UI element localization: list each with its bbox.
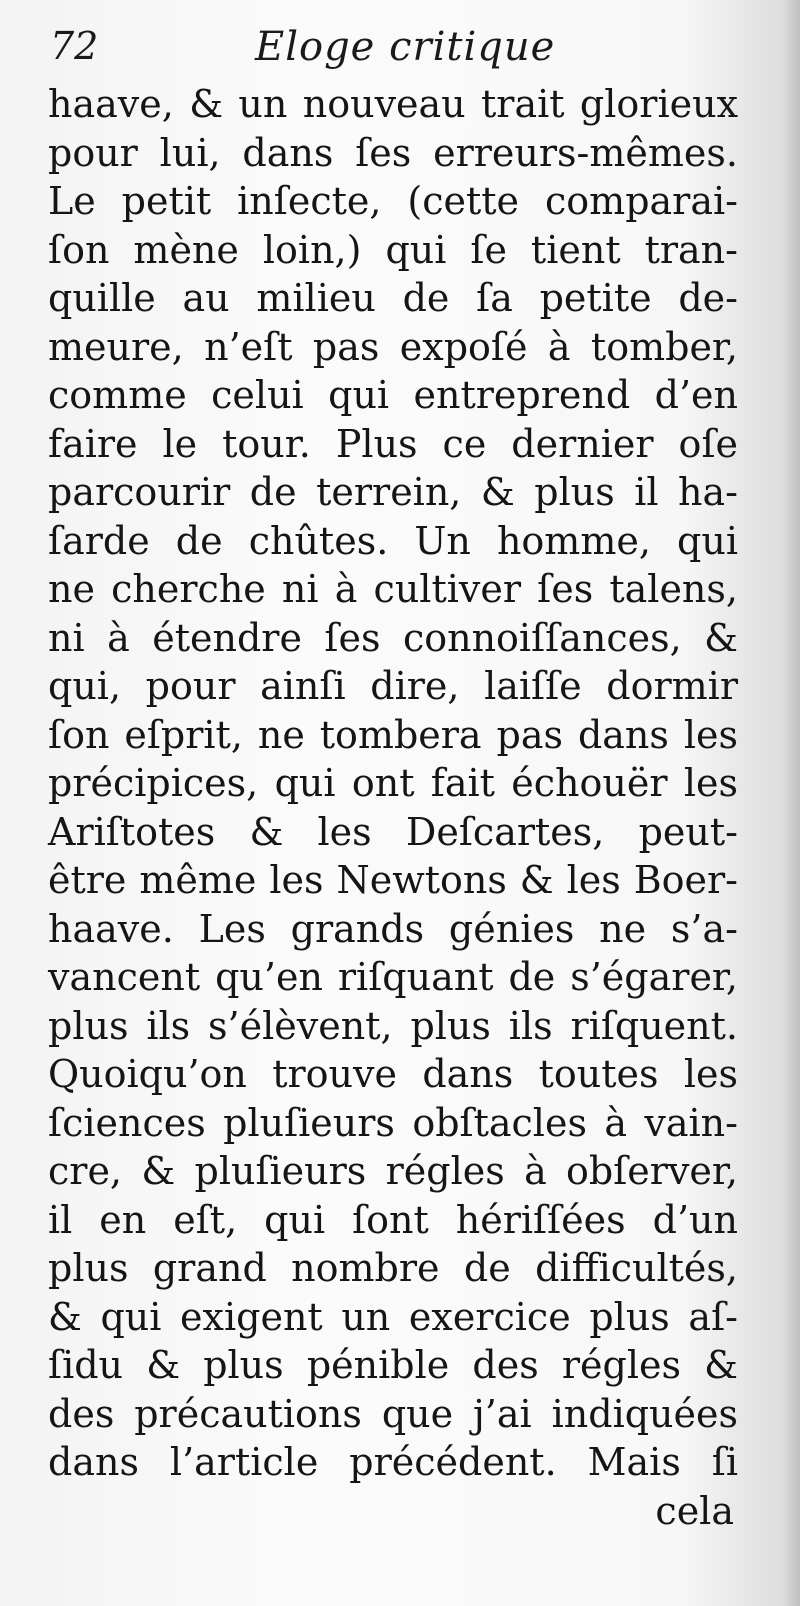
text-line: ſidu & plus pénible des régles &	[48, 1343, 738, 1387]
text-line: ſarde de chûtes. Un homme, qui	[48, 518, 738, 563]
text-line: ſon mène loin,) qui ſe tient tran-	[48, 227, 738, 272]
text-line: des précautions que j’ai indiquées	[48, 1391, 738, 1436]
text-line: cre, & pluſieurs régles à obſerver,	[48, 1149, 738, 1193]
text-line: faire le tour. Plus ce dernier oſe	[48, 421, 738, 466]
text-line: il en eſt, qui ſont hériſſées d’un	[48, 1197, 738, 1242]
text-line: ne cherche ni à cultiver ſes talens,	[48, 567, 738, 611]
running-title: Eloge critique	[255, 24, 556, 70]
body-text	[48, 80, 738, 1535]
text-line: plus grand nombre de difficultés,	[48, 1246, 738, 1290]
text-line: qui, pour ainſi dire, laiſſe dormir	[48, 664, 738, 708]
text-line: précipices, qui ont fait échouër les	[48, 761, 738, 805]
catchword: cela	[655, 1488, 734, 1533]
text-line: & qui exigent un exercice plus aſ-	[48, 1294, 738, 1339]
text-line: parcourir de terrein, & plus il ha-	[48, 470, 738, 514]
text-line: meure, n’eſt pas expoſé à tomber,	[48, 324, 738, 369]
text-line: être même les Newtons & les Boer-	[48, 858, 738, 902]
text-line: Le petit inſecte, (cette comparai-	[48, 179, 738, 223]
page-number: 72	[50, 24, 99, 68]
text-line: ſon eſprit, ne tombera pas dans les	[48, 712, 738, 757]
running-head	[50, 18, 740, 78]
text-line: ni à étendre ſes connoiſſances, &	[48, 615, 738, 660]
text-line: vancent qu’en riſquant de s’égarer,	[48, 955, 738, 999]
text-line: comme celui qui entreprend d’en	[48, 373, 738, 417]
text-line: haave, & un nouveau trait glorieux	[48, 82, 738, 126]
text-line: ſciences pluſieurs obſtacles à vain-	[48, 1100, 738, 1145]
text-line: dans l’article précédent. Mais ſi	[48, 1440, 738, 1484]
text-line: haave. Les grands génies ne s’a-	[48, 906, 738, 951]
text-line: quille au milieu de ſa petite de-	[48, 276, 738, 320]
text-line: Quoiqu’on trouve dans toutes les	[48, 1052, 738, 1096]
text-line: pour lui, dans ſes erreurs-mêmes.	[48, 130, 738, 175]
text-line: Ariſtotes & les Deſcartes, peut-	[48, 809, 738, 854]
text-line: plus ils s’élèvent, plus ils riſquent.	[48, 1003, 738, 1048]
